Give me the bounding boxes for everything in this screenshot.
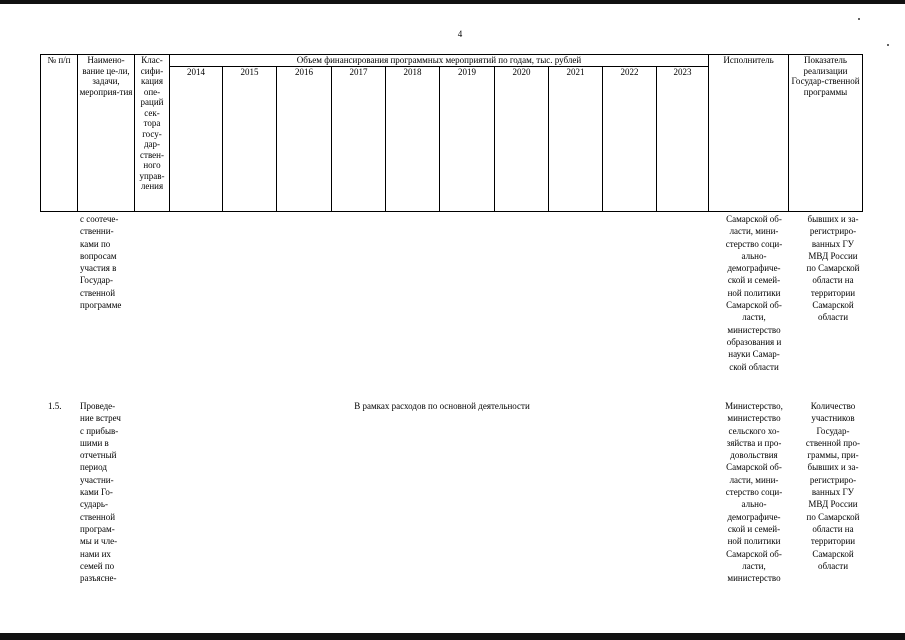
continuation-executor: Самарской об- ласти, мини- стерство соци- ально- демографиче- ской и семей- ной политики Самарской об- ласти, министерство образования и науки Самар- ской области — [725, 214, 783, 372]
year-header: 2023 — [657, 67, 709, 212]
header-name: Наимено-вание це-ли, задачи, мероприя-тия — [78, 55, 135, 212]
header-indicator: Показатель реализации Государ-ственной программы — [789, 55, 863, 212]
year-header: 2016 — [277, 67, 332, 212]
funding-note: В рамках расходов по основной деятельности — [354, 401, 530, 411]
year-header: 2014 — [170, 67, 223, 212]
page-number: 4 — [457, 29, 463, 39]
year-header: 2017 — [332, 67, 386, 212]
scan-edge-top — [0, 0, 905, 4]
year-header: 2019 — [440, 67, 495, 212]
continuation-name: с соотече- ственни- ками по вопросам участия в Государ- ственной программе — [80, 214, 122, 311]
year-header: 2020 — [495, 67, 549, 212]
year-header: 2018 — [386, 67, 440, 212]
table-header — [40, 54, 863, 212]
row-1-5-executor: Министерство, министерство сельского хо- зяйства и про- довольствия Самарской об- ласти, мини- стерство соци- ально- демографиче- ской и семей- ной политики Самарской об- ласти, министерство — [725, 401, 783, 584]
scan-edge-bottom — [0, 633, 905, 640]
scan-speck — [887, 44, 889, 46]
row-number: 1.5. — [48, 401, 62, 411]
year-header: 2015 — [223, 67, 277, 212]
header-executor: Исполнитель — [709, 55, 789, 212]
header-classification: Клас-сифи-кация опе-раций сек-тора госу-дар-ствен-ного управ-ления — [135, 55, 170, 212]
year-header: 2021 — [549, 67, 603, 212]
row-1-5-name: Проведе- ние встреч с прибыв- шими в отчетный период участни- ками Го- сударь- ственной програм- мы и чле- нами их семей по разъясне- — [80, 401, 121, 584]
scan-speck — [858, 18, 860, 20]
year-header: 2022 — [603, 67, 657, 212]
header-num: № п/п — [41, 55, 78, 212]
header-funding: Объем финансирования программных мероприятий по годам, тыс. рублей — [170, 55, 709, 67]
row-1-5-indicator: Количество участников Государ- ственной про- граммы, при- бывших и за- регистриро- ванных ГУ МВД России по Самарской области на территории Самарской области — [805, 401, 861, 571]
continuation-indicator: бывших и за- регистриро- ванных ГУ МВД России по Самарской области на территории Самарской области — [806, 214, 860, 323]
